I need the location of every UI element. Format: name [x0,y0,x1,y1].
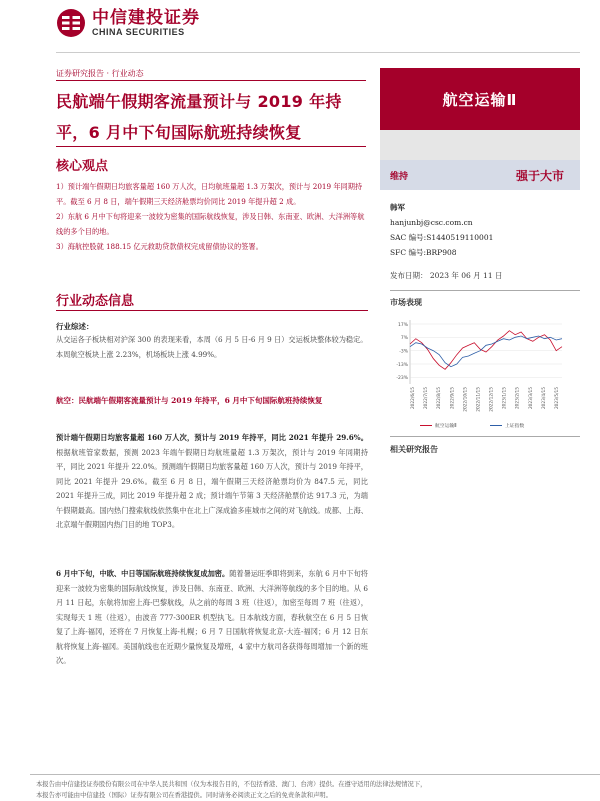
sidebar-spacer [380,130,580,160]
x-tick-label: 2022/8/15 [437,387,443,410]
paragraph-body: 随着暑运旺季即将到来，东航 6 月中下旬将迎来一波较为密集的国际航线恢复，涉及日韩、东南亚、欧洲、大洋洲等航线的多个目的地。从 6 月 11 日起，东航将加密上海-巴黎航线，从之前的每周 3 班（往返），加密至每周 7 班（往返），实现每天 1 班（往返），由波音 777-300ER 机型执飞。日本航线方面，春秋航空在 6 月 5 日恢复了上海-福冈，还将在 7 月恢复上海-札幌；6 月 7 日国航将恢复北京-大连-福冈；6 月 12 日东航将恢复上海-福冈。美国航线也在近期少量恢复及增班，4 家中方航司各获得每周增加一个新的班次。 [56,569,368,665]
analyst-name: 韩军 [390,203,405,212]
x-tick-label: 2022/11/15 [476,387,482,412]
rating-action: 维持 [390,171,409,182]
publish-date: 发布日期： 2023 年 06 月 11 日 [390,271,503,280]
disclaimer-line: 本报告亦可能由中信建投（国际）证券有限公司在香港提供。同时请务必阅读正文之后的免责条款和声明。 [36,792,332,799]
core-point: 2）东航 6 月中下旬将迎来一波较为密集的国际航线恢复，涉及日韩、东南亚、欧洲、大洋洲等航线的多个目的地。 [56,212,365,236]
core-point: 3）海航控股就 188.15 亿元救助贷款债权完成留债协议的签署。 [56,242,263,251]
summary-heading: 行业综述： [56,322,94,331]
x-tick-label: 2022/9/15 [450,387,456,410]
summary-text: 从交运各子板块相对沪深 300 的表现来看，本周（6 月 5 日-6 月 9 日）交运板块整体较为稳定。本周航空板块上涨 2.23%，机场板块上涨 4.99%。 [56,335,368,359]
rating-box [380,160,580,190]
x-tick-label: 2022/12/15 [489,387,495,412]
sidebar-divider [390,436,580,437]
x-tick-label: 2023/5/15 [555,387,560,410]
category-divider [56,80,366,81]
footer-divider [30,774,600,775]
rating-value: 强于大市 [515,168,564,183]
analyst-info [390,200,493,260]
x-tick-label: 2023/4/15 [541,387,547,410]
paragraph-lead: 6 月中下旬，中欧、中日等国际航班持续恢复成加密。 [56,569,230,578]
x-tick-label: 2023/3/15 [528,387,534,410]
logo-text-en: CHINA SECURITIES [92,26,185,37]
sector-name: 航空运输Ⅱ [442,90,518,109]
x-tick-label: 2022/6/15 [411,387,416,410]
analyst-sac: SAC 编号:S1440519110001 [390,233,494,242]
title-divider [56,146,366,147]
sector-banner [380,68,580,130]
disclaimer-line: 本报告由中信建投证券股份有限公司在中华人民共和国（仅为本报告目的，不包括香港、澳门、台湾）提供。在遵守适用的法律法规情况下， [36,781,427,788]
related-research-heading: 相关研究报告 [390,444,438,454]
analyst-email: hanjunbj@csc.com.cn [390,218,473,227]
paragraph-lead: 预计端午假期日均旅客量超 160 万人次，预计与 2019 年持平，同比 2021 年提升 29.6%。 [56,433,368,442]
company-logo [56,8,200,38]
header-divider [56,52,580,53]
series-line [410,336,562,367]
x-tick-label: 2023/1/15 [502,387,508,410]
core-views-list [56,180,368,256]
x-tick-label: 2022/10/15 [463,387,469,412]
y-tick-label: -23% [396,376,408,382]
x-tick-label: 2022/7/15 [424,387,430,410]
y-tick-label: 7% [400,336,408,342]
x-tick-label: 2023/2/15 [515,387,521,410]
aviation-subheading: 航空：民航端午假期客流量预计与 2019 年持平，6 月中下旬国际航班持续恢复 [56,396,323,405]
paragraph-body: 根据航班管家数据，预测 2023 年端午假期日均航班量超 1.3 万架次，预计与 2019 年同期持平，同比 2021 年提升 22.0%。预测端午假期日均旅客量超 160 万人次，预计与 2019 年持平，同比 2021 年提升 29.6%。截至 6 月 8 日，端午假期三天经济舱票均价为 847.5 元，同比 2021 年提升三成，同比 2019 年提升超 2 成；预计端午节第 3 天经济舱票价达 917.3 元，为端午假期最高。国内热门搜索航线依然集中在北上广深成渝多座城市之间的对飞航线。成都、上海、北京端午假期国内热门目的地 TOP3。 [56,447,368,529]
paragraph-international-flights [56,567,368,669]
legend-label: 航空运输Ⅱ [435,424,457,429]
y-tick-label: -13% [396,362,408,368]
report-title: 民航端午假期客流量预计与 2019 年持平，6 月中下旬国际航班持续恢复 [56,92,342,142]
report-category: 证券研究报告 · 行业动态 [56,69,144,78]
y-tick-label: 17% [397,322,408,328]
industry-heading: 行业动态信息 [56,294,135,309]
logo-icon [56,8,86,38]
sidebar-divider [390,290,580,291]
logo-text-cn: 中信建投证券 [92,7,200,28]
legend-label: 上证指数 [505,424,525,429]
disclaimer [36,779,596,801]
market-performance-heading: 市场表现 [390,297,422,307]
core-views-heading: 核心观点 [56,159,109,174]
analyst-sfc: SFC 编号:BRP908 [390,248,457,257]
y-tick-label: -3% [399,349,408,355]
core-point: 1）预计端午假期日均旅客量超 160 万人次，日均航班量超 1.3 万架次，预计与 2019 年同期持平。截至 6 月 8 日，端午假期三天经济舱票均价同比 2019 年提升超 2 成。 [56,182,363,206]
paragraph-passenger-volume [56,431,368,533]
market-performance-chart [390,312,580,432]
industry-divider [56,310,368,311]
